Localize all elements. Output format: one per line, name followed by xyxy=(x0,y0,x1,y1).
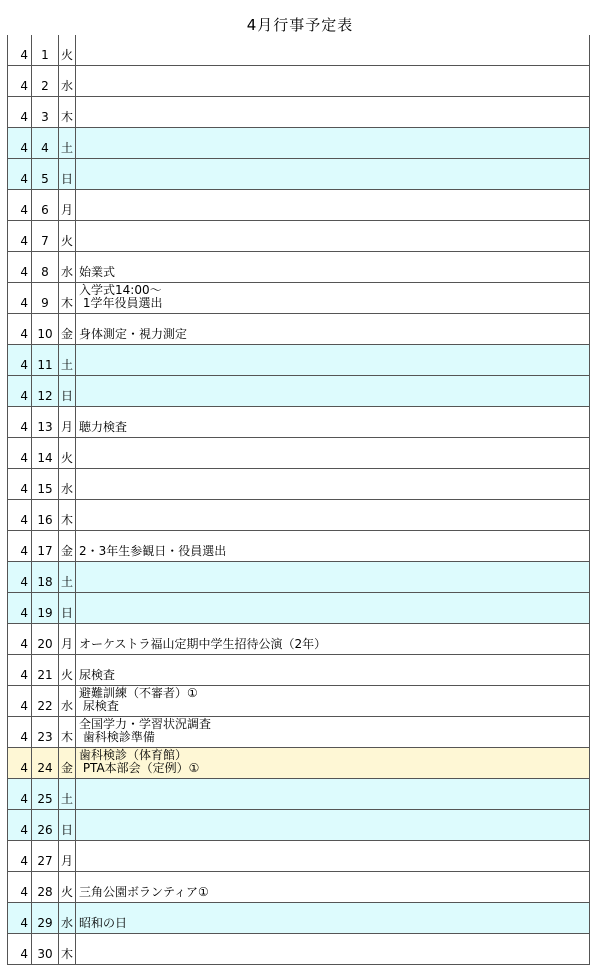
weekday-cell xyxy=(58,252,75,282)
month-cell xyxy=(7,314,31,344)
weekday-cell-text: 月 xyxy=(60,203,73,217)
event-text: 全国学力・学習状況調査 xyxy=(79,717,212,731)
day-cell xyxy=(31,624,58,654)
month-cell-text: 4 xyxy=(20,668,28,682)
month-cell xyxy=(7,934,31,964)
month-cell xyxy=(7,841,31,871)
month-cell xyxy=(7,66,31,96)
event-cell xyxy=(75,314,590,344)
day-cell-text: 30 xyxy=(37,947,53,961)
event-text: 2・3年生参観日・役員選出 xyxy=(79,544,227,558)
day-cell xyxy=(31,686,58,716)
month-cell xyxy=(7,810,31,840)
event-text: 始業式 xyxy=(79,265,116,279)
event-lines xyxy=(79,749,589,775)
table-row xyxy=(7,717,590,748)
month-cell-text: 4 xyxy=(20,358,28,372)
day-cell-text: 13 xyxy=(37,420,53,434)
month-cell-text: 4 xyxy=(20,513,28,527)
month-cell-text: 4 xyxy=(20,916,28,930)
day-cell xyxy=(31,469,58,499)
month-cell xyxy=(7,345,31,375)
event-lines xyxy=(79,328,589,341)
day-cell-text: 28 xyxy=(37,885,53,899)
table-row xyxy=(7,686,590,717)
day-cell-text: 11 xyxy=(37,358,53,372)
weekday-cell xyxy=(58,283,75,313)
weekday-cell xyxy=(58,841,75,871)
day-cell-text: 20 xyxy=(37,637,53,651)
weekday-cell-text: 水 xyxy=(60,482,73,496)
day-cell-text: 5 xyxy=(41,172,49,186)
day-cell xyxy=(31,35,58,65)
weekday-cell xyxy=(58,810,75,840)
day-cell-text: 17 xyxy=(37,544,53,558)
day-cell-text: 6 xyxy=(41,203,49,217)
weekday-cell xyxy=(58,345,75,375)
day-cell xyxy=(31,779,58,809)
month-cell xyxy=(7,779,31,809)
event-cell xyxy=(75,934,590,964)
table-row xyxy=(7,252,590,283)
day-cell xyxy=(31,66,58,96)
event-cell xyxy=(75,252,590,282)
weekday-cell-text: 木 xyxy=(60,730,73,744)
month-cell-text: 4 xyxy=(20,699,28,713)
weekday-cell-text: 日 xyxy=(60,172,73,186)
table-row xyxy=(7,407,590,438)
day-cell xyxy=(31,190,58,220)
weekday-cell-text: 土 xyxy=(60,792,73,806)
month-cell-text: 4 xyxy=(20,327,28,341)
month-cell xyxy=(7,252,31,282)
table-row xyxy=(7,810,590,841)
day-cell-text: 8 xyxy=(41,265,49,279)
day-cell xyxy=(31,97,58,127)
day-cell xyxy=(31,748,58,778)
table-row xyxy=(7,376,590,407)
event-cell xyxy=(75,97,590,127)
event-text: 尿検査 xyxy=(79,699,119,713)
event-cell xyxy=(75,66,590,96)
weekday-cell-text: 金 xyxy=(60,327,73,341)
event-cell xyxy=(75,500,590,530)
weekday-cell-text: 木 xyxy=(60,947,73,961)
event-text: 聴力検査 xyxy=(79,420,128,434)
event-cell xyxy=(75,624,590,654)
month-cell-text: 4 xyxy=(20,823,28,837)
weekday-cell xyxy=(58,779,75,809)
weekday-cell-text: 土 xyxy=(60,141,73,155)
day-cell xyxy=(31,500,58,530)
month-cell-text: 4 xyxy=(20,606,28,620)
month-cell-text: 4 xyxy=(20,141,28,155)
day-cell-text: 9 xyxy=(41,296,49,310)
month-cell xyxy=(7,190,31,220)
month-cell xyxy=(7,624,31,654)
day-cell xyxy=(31,841,58,871)
table-row xyxy=(7,903,590,934)
month-cell xyxy=(7,531,31,561)
weekday-cell xyxy=(58,469,75,499)
table-row xyxy=(7,190,590,221)
month-cell xyxy=(7,562,31,592)
month-cell xyxy=(7,159,31,189)
month-cell-text: 4 xyxy=(20,79,28,93)
weekday-cell-text: 木 xyxy=(60,110,73,124)
month-cell xyxy=(7,407,31,437)
day-cell xyxy=(31,407,58,437)
weekday-cell xyxy=(58,314,75,344)
event-lines xyxy=(79,421,589,434)
table-row xyxy=(7,438,590,469)
day-cell xyxy=(31,903,58,933)
event-lines xyxy=(79,718,589,744)
weekday-cell xyxy=(58,655,75,685)
month-cell-text: 4 xyxy=(20,48,28,62)
day-cell xyxy=(31,283,58,313)
weekday-cell xyxy=(58,66,75,96)
table-row xyxy=(7,221,590,252)
weekday-cell xyxy=(58,562,75,592)
day-cell-text: 24 xyxy=(37,761,53,775)
day-cell-text: 25 xyxy=(37,792,53,806)
event-lines xyxy=(79,687,589,713)
weekday-cell xyxy=(58,531,75,561)
weekday-cell xyxy=(58,500,75,530)
weekday-cell-text: 日 xyxy=(60,606,73,620)
weekday-cell xyxy=(58,35,75,65)
table-row xyxy=(7,35,590,66)
day-cell xyxy=(31,593,58,623)
event-cell xyxy=(75,779,590,809)
weekday-cell-text: 水 xyxy=(60,79,73,93)
event-text: PTA本部会（定例）① xyxy=(79,761,200,775)
event-text: 三角公園ボランティア① xyxy=(79,885,209,899)
event-lines xyxy=(79,917,589,930)
weekday-cell xyxy=(58,159,75,189)
event-text: 尿検査 xyxy=(79,668,116,682)
weekday-cell xyxy=(58,593,75,623)
month-cell-text: 4 xyxy=(20,265,28,279)
day-cell xyxy=(31,252,58,282)
month-cell xyxy=(7,872,31,902)
day-cell xyxy=(31,128,58,158)
weekday-cell-text: 火 xyxy=(60,668,73,682)
day-cell-text: 7 xyxy=(41,234,49,248)
table-row xyxy=(7,562,590,593)
month-cell-text: 4 xyxy=(20,296,28,310)
month-cell xyxy=(7,376,31,406)
table-row xyxy=(7,748,590,779)
table-row xyxy=(7,934,590,965)
weekday-cell xyxy=(58,97,75,127)
month-cell xyxy=(7,903,31,933)
table-row xyxy=(7,655,590,686)
table-row xyxy=(7,97,590,128)
day-cell-text: 18 xyxy=(37,575,53,589)
day-cell-text: 23 xyxy=(37,730,53,744)
table-row xyxy=(7,128,590,159)
day-cell xyxy=(31,221,58,251)
weekday-cell-text: 月 xyxy=(60,854,73,868)
month-cell xyxy=(7,35,31,65)
weekday-cell xyxy=(58,934,75,964)
table-row xyxy=(7,779,590,810)
weekday-cell-text: 水 xyxy=(60,265,73,279)
table-row xyxy=(7,624,590,655)
event-text: 歯科検診（体育館） xyxy=(79,748,188,762)
event-lines xyxy=(79,545,589,558)
month-cell xyxy=(7,283,31,313)
event-cell xyxy=(75,469,590,499)
month-cell-text: 4 xyxy=(20,110,28,124)
event-text: 身体測定・視力測定 xyxy=(79,327,188,341)
weekday-cell xyxy=(58,376,75,406)
weekday-cell xyxy=(58,407,75,437)
day-cell-text: 2 xyxy=(41,79,49,93)
table-row xyxy=(7,593,590,624)
weekday-cell-text: 月 xyxy=(60,637,73,651)
weekday-cell-text: 火 xyxy=(60,885,73,899)
day-cell-text: 29 xyxy=(37,916,53,930)
table-row xyxy=(7,159,590,190)
day-cell-text: 26 xyxy=(37,823,53,837)
day-cell xyxy=(31,345,58,375)
weekday-cell xyxy=(58,624,75,654)
event-cell xyxy=(75,562,590,592)
day-cell-text: 22 xyxy=(37,699,53,713)
table-row xyxy=(7,500,590,531)
day-cell xyxy=(31,438,58,468)
month-cell xyxy=(7,717,31,747)
weekday-cell-text: 木 xyxy=(60,296,73,310)
weekday-cell xyxy=(58,686,75,716)
day-cell-text: 10 xyxy=(37,327,53,341)
month-cell xyxy=(7,655,31,685)
day-cell xyxy=(31,159,58,189)
page-title: 4月行事予定表 xyxy=(246,16,354,34)
event-cell xyxy=(75,903,590,933)
event-text: 1学年役員選出 xyxy=(79,296,163,310)
table-row xyxy=(7,66,590,97)
event-lines xyxy=(79,886,589,899)
event-cell xyxy=(75,717,590,747)
month-cell-text: 4 xyxy=(20,544,28,558)
event-cell xyxy=(75,841,590,871)
month-cell-text: 4 xyxy=(20,482,28,496)
weekday-cell-text: 火 xyxy=(60,48,73,62)
day-cell xyxy=(31,562,58,592)
event-cell xyxy=(75,872,590,902)
weekday-cell-text: 土 xyxy=(60,358,73,372)
weekday-cell-text: 木 xyxy=(60,513,73,527)
month-cell-text: 4 xyxy=(20,761,28,775)
month-cell xyxy=(7,128,31,158)
event-cell xyxy=(75,221,590,251)
day-cell xyxy=(31,872,58,902)
month-cell xyxy=(7,438,31,468)
month-cell xyxy=(7,500,31,530)
event-cell xyxy=(75,190,590,220)
weekday-cell xyxy=(58,221,75,251)
event-cell xyxy=(75,128,590,158)
day-cell-text: 21 xyxy=(37,668,53,682)
table-row xyxy=(7,469,590,500)
month-cell-text: 4 xyxy=(20,947,28,961)
day-cell-text: 12 xyxy=(37,389,53,403)
weekday-cell xyxy=(58,438,75,468)
day-cell-text: 19 xyxy=(37,606,53,620)
event-text: オーケストラ福山定期中学生招待公演（2年） xyxy=(79,637,327,651)
month-cell-text: 4 xyxy=(20,885,28,899)
weekday-cell xyxy=(58,872,75,902)
month-cell-text: 4 xyxy=(20,203,28,217)
month-cell-text: 4 xyxy=(20,637,28,651)
month-cell-text: 4 xyxy=(20,420,28,434)
day-cell-text: 1 xyxy=(41,48,49,62)
event-cell xyxy=(75,283,590,313)
day-cell xyxy=(31,655,58,685)
month-cell-text: 4 xyxy=(20,854,28,868)
day-cell-text: 27 xyxy=(37,854,53,868)
weekday-cell xyxy=(58,903,75,933)
event-text: 歯科検診準備 xyxy=(79,730,155,744)
event-cell xyxy=(75,655,590,685)
event-lines xyxy=(79,638,589,651)
event-cell xyxy=(75,35,590,65)
day-cell-text: 15 xyxy=(37,482,53,496)
weekday-cell-text: 日 xyxy=(60,823,73,837)
month-cell xyxy=(7,686,31,716)
day-cell xyxy=(31,376,58,406)
month-cell xyxy=(7,97,31,127)
event-lines xyxy=(79,266,589,279)
event-lines xyxy=(79,284,589,310)
table-row xyxy=(7,345,590,376)
day-cell-text: 4 xyxy=(41,141,49,155)
event-text: 避難訓練（不審者）① xyxy=(79,686,198,700)
month-cell xyxy=(7,221,31,251)
event-cell xyxy=(75,531,590,561)
weekday-cell-text: 月 xyxy=(60,420,73,434)
day-cell-text: 3 xyxy=(41,110,49,124)
month-cell-text: 4 xyxy=(20,389,28,403)
day-cell-text: 14 xyxy=(37,451,53,465)
table-row xyxy=(7,283,590,314)
weekday-cell-text: 火 xyxy=(60,451,73,465)
event-cell xyxy=(75,345,590,375)
event-cell xyxy=(75,438,590,468)
weekday-cell xyxy=(58,128,75,158)
event-cell xyxy=(75,686,590,716)
day-cell xyxy=(31,531,58,561)
weekday-cell-text: 火 xyxy=(60,234,73,248)
weekday-cell-text: 土 xyxy=(60,575,73,589)
month-cell xyxy=(7,748,31,778)
event-cell xyxy=(75,376,590,406)
weekday-cell-text: 水 xyxy=(60,916,73,930)
schedule-table xyxy=(7,35,590,965)
event-text: 入学式14:00～ xyxy=(79,283,162,297)
event-cell xyxy=(75,159,590,189)
weekday-cell xyxy=(58,748,75,778)
table-row xyxy=(7,314,590,345)
weekday-cell xyxy=(58,190,75,220)
table-row xyxy=(7,841,590,872)
weekday-cell-text: 水 xyxy=(60,699,73,713)
month-cell xyxy=(7,593,31,623)
event-lines xyxy=(79,669,589,682)
event-text: 昭和の日 xyxy=(79,916,128,930)
month-cell xyxy=(7,469,31,499)
day-cell xyxy=(31,314,58,344)
month-cell-text: 4 xyxy=(20,451,28,465)
weekday-cell-text: 金 xyxy=(60,544,73,558)
table-row xyxy=(7,531,590,562)
day-cell xyxy=(31,717,58,747)
month-cell-text: 4 xyxy=(20,172,28,186)
weekday-cell xyxy=(58,717,75,747)
event-cell xyxy=(75,810,590,840)
weekday-cell-text: 金 xyxy=(60,761,73,775)
day-cell xyxy=(31,810,58,840)
event-cell xyxy=(75,748,590,778)
event-cell xyxy=(75,407,590,437)
month-cell-text: 4 xyxy=(20,730,28,744)
month-cell-text: 4 xyxy=(20,234,28,248)
weekday-cell-text: 日 xyxy=(60,389,73,403)
month-cell-text: 4 xyxy=(20,575,28,589)
day-cell xyxy=(31,934,58,964)
day-cell-text: 16 xyxy=(37,513,53,527)
month-cell-text: 4 xyxy=(20,792,28,806)
event-cell xyxy=(75,593,590,623)
table-row xyxy=(7,872,590,903)
